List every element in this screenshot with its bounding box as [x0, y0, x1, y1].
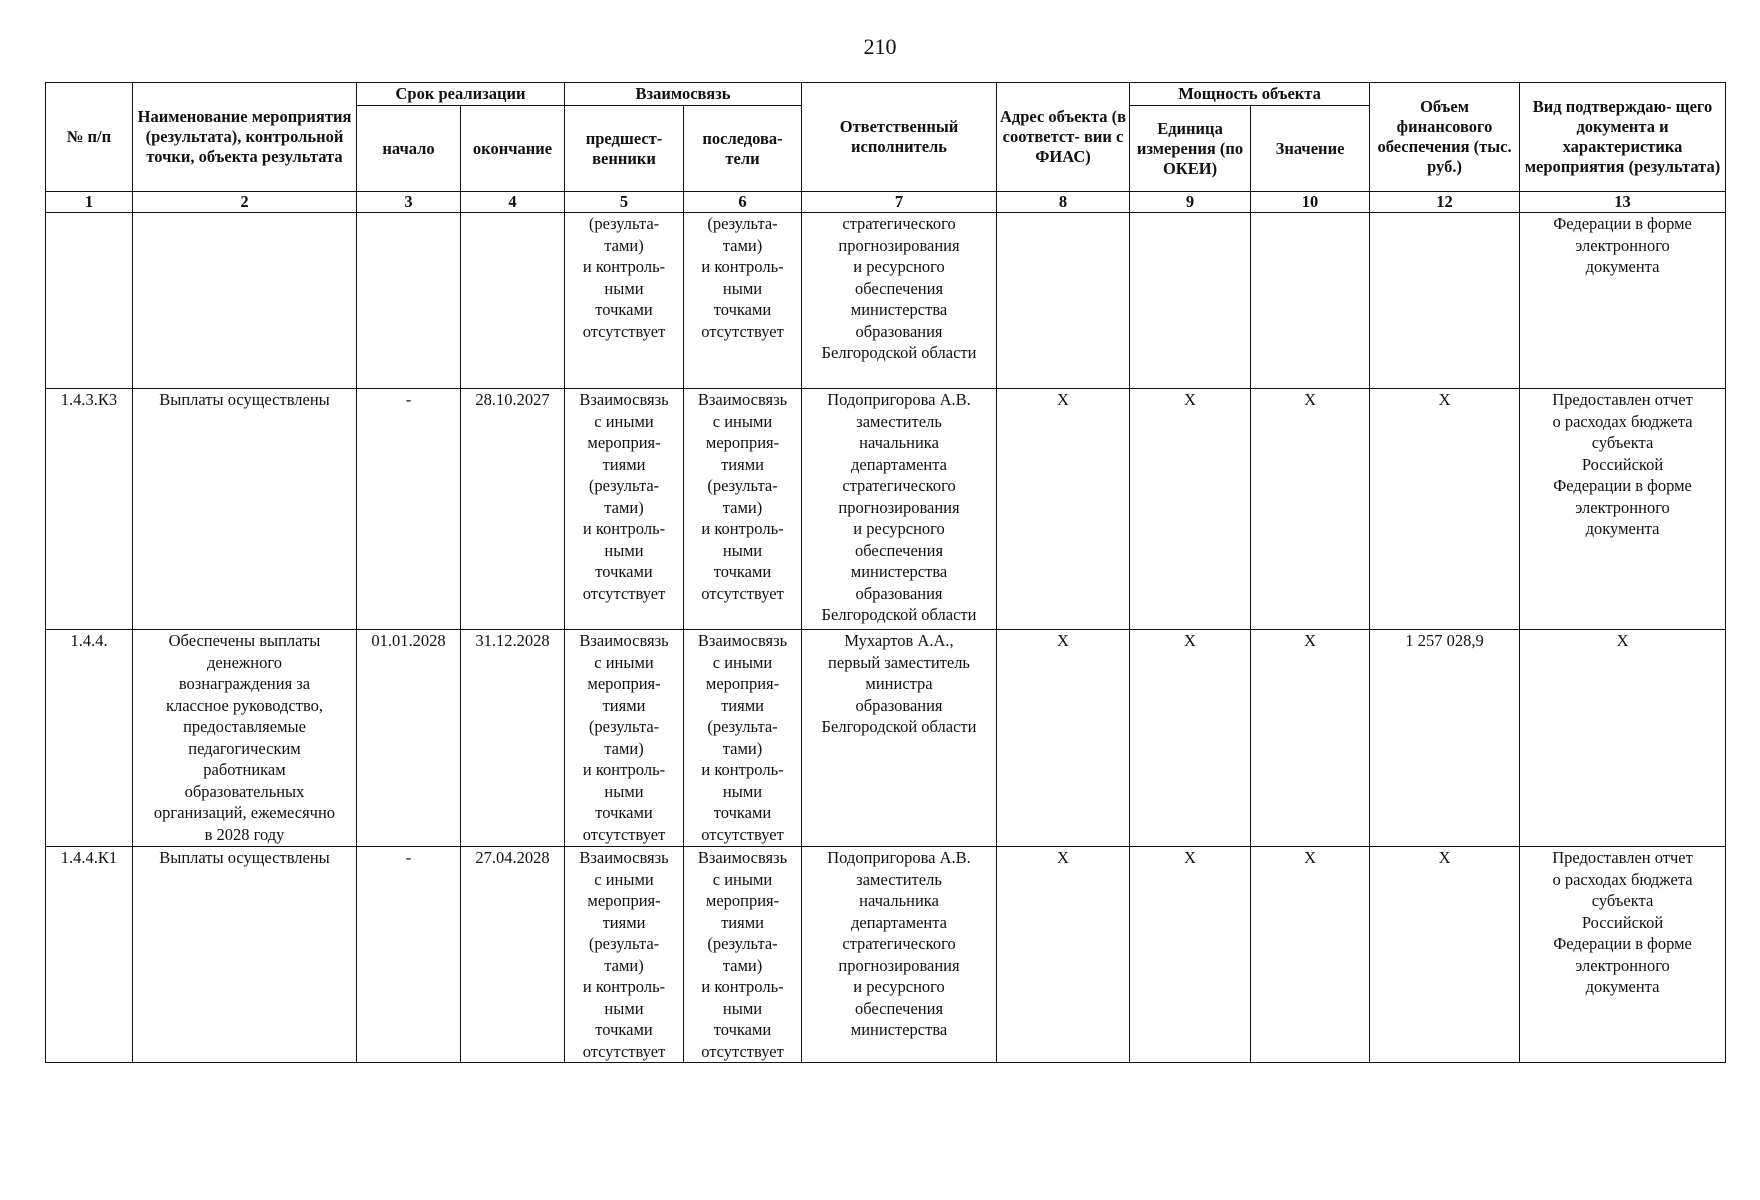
row-successors: Взаимосвязь с иными мероприя- тиями (результа- тами) и контроль- ными точками отсутствует: [684, 389, 802, 630]
header-responsible: Ответственный исполнитель: [802, 83, 997, 192]
header-successors: последова- тели: [684, 106, 802, 192]
header-predecessors: предшест- венники: [565, 106, 684, 192]
row-doc: Предоставлен отчет о расходах бюджета субъекта Российской Федерации в форме электронного документа: [1520, 847, 1726, 1063]
row-predecessors: Взаимосвязь с иными мероприя- тиями (результа- тами) и контроль- ными точками отсутствует: [565, 630, 684, 847]
row-address: Х: [997, 630, 1130, 847]
column-number: 13: [1520, 192, 1726, 213]
row-start: [357, 213, 461, 389]
row-funding: Х: [1370, 389, 1520, 630]
column-number: 9: [1130, 192, 1251, 213]
row-end: 31.12.2028: [461, 630, 565, 847]
row-start: 01.01.2028: [357, 630, 461, 847]
row-predecessors: (результа- тами) и контроль- ными точками отсутствует: [565, 213, 684, 389]
header-period: Срок реализации: [357, 83, 565, 106]
header-unit: Единица измерения (по ОКЕИ): [1130, 106, 1251, 192]
row-end: 28.10.2027: [461, 389, 565, 630]
row-responsible: Мухартов А.А., первый заместитель министра образования Белгородской области: [802, 630, 997, 847]
row-start: -: [357, 389, 461, 630]
header-num: № п/п: [46, 83, 133, 192]
column-numbers-row: [46, 192, 1726, 213]
row-end: 27.04.2028: [461, 847, 565, 1063]
table-row: [46, 213, 1726, 389]
row-name: Выплаты осуществлены: [133, 389, 357, 630]
row-funding: 1 257 028,9: [1370, 630, 1520, 847]
column-number: 7: [802, 192, 997, 213]
header-address: Адрес объекта (в соответст- вии с ФИАС): [997, 83, 1130, 192]
row-name: Обеспечены выплаты денежного вознаграждения за классное руководство, предоставляемые педагогическим работникам образовательных организаций, ежемесячно в 2028 году: [133, 630, 357, 847]
header-doc-type: Вид подтверждаю- щего документа и характеристика мероприятия (результата): [1520, 83, 1726, 192]
row-unit: Х: [1130, 389, 1251, 630]
header-start: начало: [357, 106, 461, 192]
activities-table: [45, 82, 1726, 1063]
row-responsible: Подопригорова А.В. заместитель начальника департамента стратегического прогнозирования и ресурсного обеспечения министерства образования Белгородской области: [802, 389, 997, 630]
row-doc: Предоставлен отчет о расходах бюджета субъекта Российской Федерации в форме электронного документа: [1520, 389, 1726, 630]
column-number: 1: [46, 192, 133, 213]
column-number: 2: [133, 192, 357, 213]
row-num: 1.4.4.: [46, 630, 133, 847]
row-num: [46, 213, 133, 389]
column-number: 3: [357, 192, 461, 213]
row-start: -: [357, 847, 461, 1063]
column-number: 4: [461, 192, 565, 213]
column-number: 10: [1251, 192, 1370, 213]
table-row: [46, 847, 1726, 1063]
row-funding: [1370, 213, 1520, 389]
column-number: 12: [1370, 192, 1520, 213]
header-funding: Объем финансового обеспечения (тыс. руб.): [1370, 83, 1520, 192]
header-value: Значение: [1251, 106, 1370, 192]
row-predecessors: Взаимосвязь с иными мероприя- тиями (результа- тами) и контроль- ными точками отсутствует: [565, 847, 684, 1063]
row-unit: [1130, 213, 1251, 389]
header-end: окончание: [461, 106, 565, 192]
row-value: Х: [1251, 389, 1370, 630]
row-funding: Х: [1370, 847, 1520, 1063]
table-row: [46, 630, 1726, 847]
row-name: [133, 213, 357, 389]
header-name: Наименование мероприятия (результата), контрольной точки, объекта результата: [133, 83, 357, 192]
column-number: 8: [997, 192, 1130, 213]
column-number: 6: [684, 192, 802, 213]
page-number: 210: [863, 34, 897, 59]
row-unit: Х: [1130, 630, 1251, 847]
row-successors: (результа- тами) и контроль- ными точками отсутствует: [684, 213, 802, 389]
row-successors: Взаимосвязь с иными мероприя- тиями (результа- тами) и контроль- ными точками отсутствует: [684, 630, 802, 847]
column-number: 5: [565, 192, 684, 213]
row-value: Х: [1251, 847, 1370, 1063]
row-value: [1251, 213, 1370, 389]
header-capacity: Мощность объекта: [1130, 83, 1370, 106]
row-successors: Взаимосвязь с иными мероприя- тиями (результа- тами) и контроль- ными точками отсутствует: [684, 847, 802, 1063]
row-value: Х: [1251, 630, 1370, 847]
row-address: [997, 213, 1130, 389]
row-predecessors: Взаимосвязь с иными мероприя- тиями (результа- тами) и контроль- ными точками отсутствует: [565, 389, 684, 630]
row-num: 1.4.3.К3: [46, 389, 133, 630]
row-address: Х: [997, 389, 1130, 630]
row-responsible: Подопригорова А.В. заместитель начальника департамента стратегического прогнозирования и ресурсного обеспечения министерства: [802, 847, 997, 1063]
row-end: [461, 213, 565, 389]
row-num: 1.4.4.К1: [46, 847, 133, 1063]
row-name: Выплаты осуществлены: [133, 847, 357, 1063]
table-row: [46, 389, 1726, 630]
row-address: Х: [997, 847, 1130, 1063]
row-doc: Федерации в форме электронного документа: [1520, 213, 1726, 389]
row-doc: Х: [1520, 630, 1726, 847]
header-relation: Взаимосвязь: [565, 83, 802, 106]
row-responsible: стратегического прогнозирования и ресурсного обеспечения министерства образования Белгородской области: [802, 213, 997, 389]
row-unit: Х: [1130, 847, 1251, 1063]
